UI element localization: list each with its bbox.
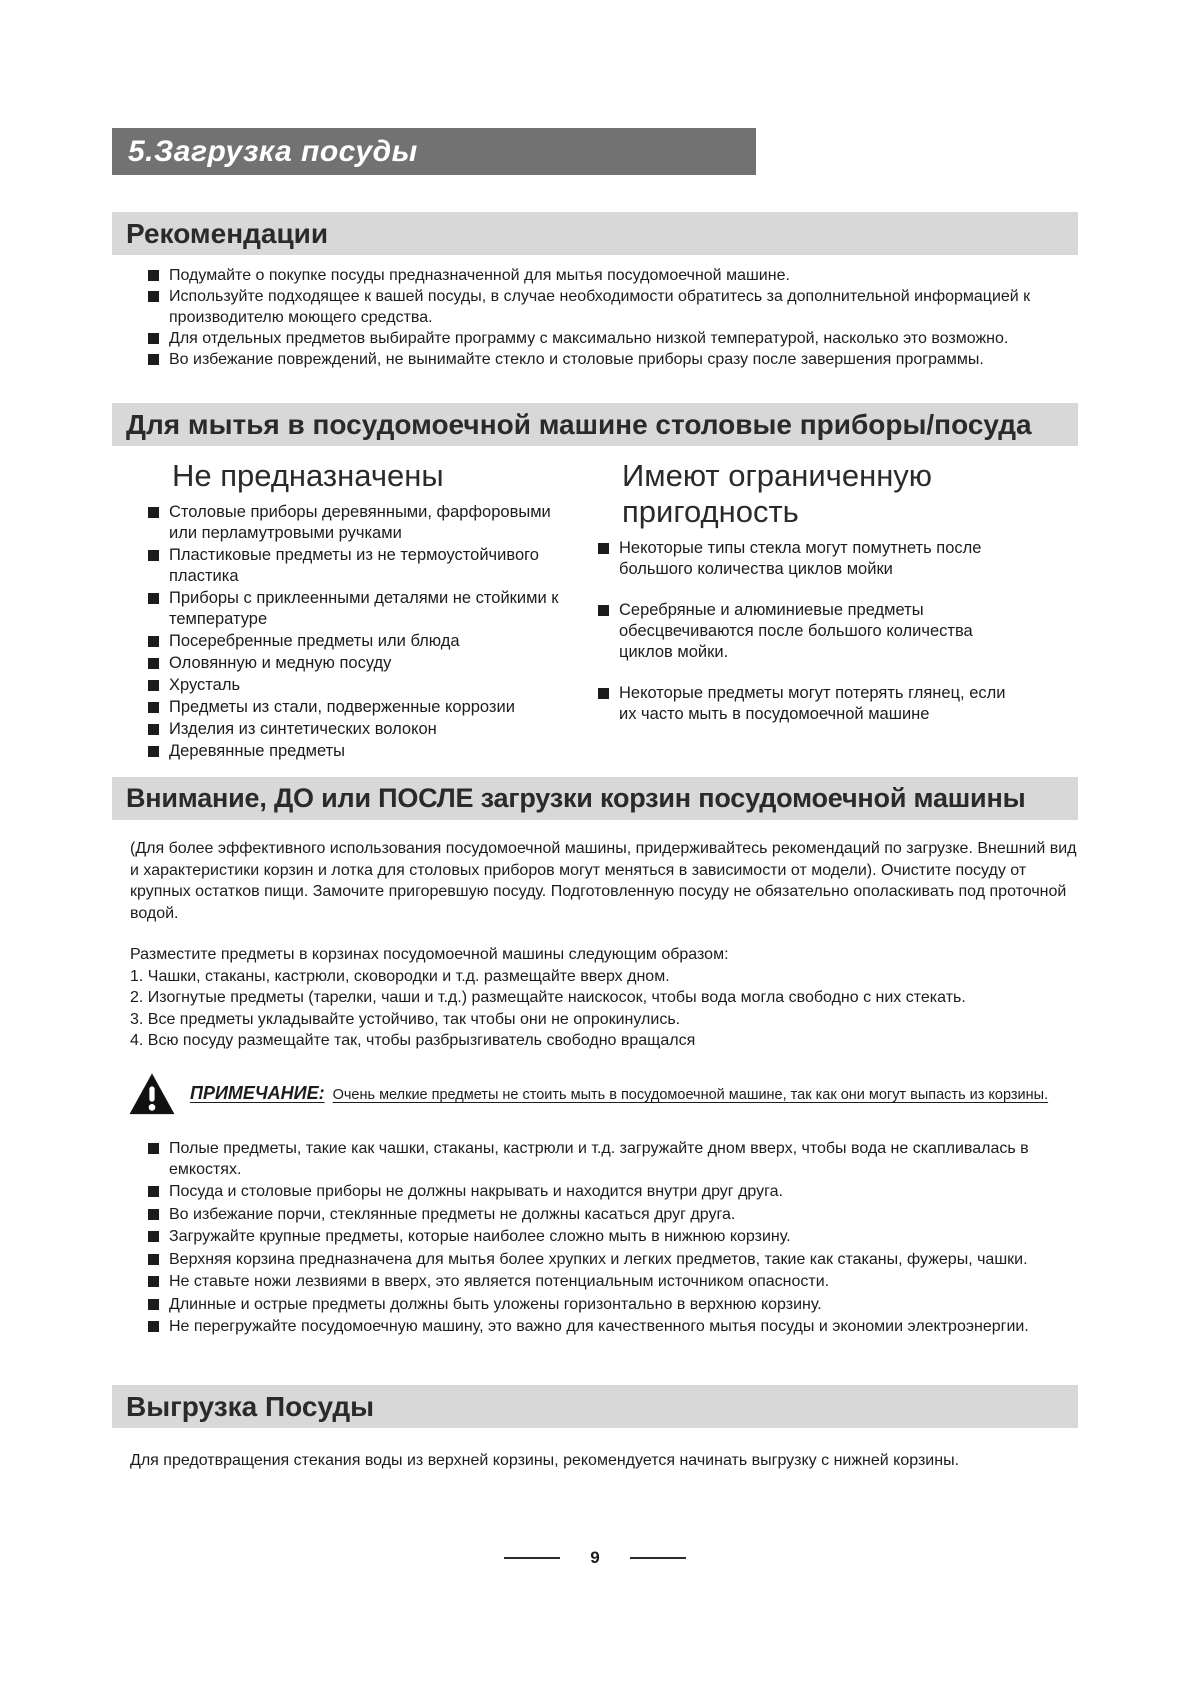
list-item <box>148 545 568 587</box>
list-item-text: Деревянные предметы <box>169 742 346 760</box>
list-item <box>148 265 1088 286</box>
square-bullet-icon <box>148 746 159 757</box>
list-item <box>148 741 568 762</box>
footer-left-rule <box>504 1557 560 1559</box>
square-bullet-icon <box>598 605 609 616</box>
numbered-item: 1. Чашки, стаканы, кастрюли, сковородки и т.д. размещайте вверх дном. <box>130 967 670 985</box>
section-heading-text: Рекомендации <box>126 217 329 249</box>
section-heading-text: Выгрузка Посуды <box>126 1390 375 1422</box>
list-item-text: Используйте подходящее к вашей посуды, в случае необходимости обратитесь за дополнительной информацией к производителю моющего средства. <box>169 288 1031 326</box>
list-item-text: Не перегружайте посудомоечную машину, это важно для качественного мытья посуды и экономии электроэнергии. <box>169 1318 1029 1335</box>
numbered-item: 2. Изогнутые предметы (тарелки, чаши и т.д.) размещайте наискосок, чтобы вода могла свободно с них стекать. <box>130 989 966 1006</box>
square-bullet-icon <box>148 658 159 669</box>
not-suitable-list <box>148 502 568 762</box>
list-item <box>148 1271 1078 1292</box>
square-bullet-icon <box>148 354 159 365</box>
list-item-text: Изделия из синтетических волокон <box>169 720 437 738</box>
square-bullet-icon <box>148 1143 159 1154</box>
note-label: ПРИМЕЧАНИЕ: <box>190 1083 325 1103</box>
square-bullet-icon <box>598 688 609 699</box>
square-bullet-icon <box>148 550 159 561</box>
square-bullet-icon <box>148 680 159 691</box>
list-item <box>148 286 1088 328</box>
square-bullet-icon <box>148 270 159 281</box>
numbered-item: 4. Всю посуду размещайте так, чтобы разбрызгиватель свободно вращался <box>130 1032 696 1049</box>
loading-tips-list <box>148 1138 1078 1338</box>
square-bullet-icon <box>148 1209 159 1220</box>
list-item <box>148 697 568 718</box>
list-item-text: Посуда и столовые приборы не должны накрывать и находится внутри друг друга. <box>169 1183 783 1200</box>
list-item <box>148 502 568 544</box>
section-heading-suitability <box>112 403 1078 446</box>
list-item-text: Серебряные и алюминиевые предметы обесцвечиваются после большого количества циклов мойки. <box>619 601 973 661</box>
note-body: Очень мелкие предметы не стоить мыть в посудомоечной машине, так как они могут выпасть из корзины. <box>332 1087 1049 1103</box>
note-row <box>128 1072 1078 1116</box>
square-bullet-icon <box>148 1254 159 1265</box>
list-item <box>148 719 568 740</box>
attention-intro-paragraph: (Для более эффективного использования посудомоечной машины, придерживайтесь рекомендаций по загрузке. Внешний вид и характеристики корзин и лотка для столовых приборов могут меняться в зависимости от модели). Очистите посуду от крупных остатков пищи. Замочите пригоревшую посуду. Подготовленную посуду не обязательно ополаскивать под проточной водой. <box>130 840 1077 922</box>
list-item-text: Полые предметы, такие как чашки, стаканы, кастрюли и т.д. загружайте дном вверх, чтобы вода не скапливалась в емкостях. <box>169 1139 1029 1178</box>
list-item-text: Столовые приборы деревянными, фарфоровыми или перламутровыми ручками <box>169 503 551 542</box>
footer-right-rule <box>630 1557 686 1559</box>
list-item <box>148 588 568 630</box>
list-item-text: Посеребренные предметы или блюда <box>169 632 460 650</box>
page-footer <box>0 1548 1190 1568</box>
limited-suitability-column <box>598 458 1026 763</box>
placement-instructions <box>130 944 1082 1052</box>
list-item-text: Подумайте о покупке посуды предназначенной для мытья посудомоечной машине. <box>169 267 790 284</box>
numbered-item: 3. Все предметы укладывайте устойчиво, так чтобы они не опрокинулись. <box>130 1010 681 1028</box>
list-item <box>148 1204 1078 1225</box>
placement-intro: Разместите предметы в корзинах посудомоечной машины следующим образом: <box>130 946 729 963</box>
square-bullet-icon <box>148 1321 159 1332</box>
suitability-columns <box>112 458 1078 763</box>
square-bullet-icon <box>148 1276 159 1287</box>
list-item-text: Некоторые типы стекла могут помутнеть после большого количества циклов мойки <box>619 539 982 578</box>
limited-suitability-list <box>598 538 1026 725</box>
page-number: 9 <box>590 1548 600 1567</box>
not-suitable-column <box>148 458 568 763</box>
list-item-text: Для отдельных предметов выбирайте программу с максимально низкой температурой, насколько это возможно. <box>169 330 1009 347</box>
square-bullet-icon <box>148 593 159 604</box>
square-bullet-icon <box>148 507 159 518</box>
square-bullet-icon <box>148 636 159 647</box>
recommendations-list <box>148 265 1088 370</box>
unloading-paragraph: Для предотвращения стекания воды из верхней корзины, рекомендуется начинать выгрузку с нижней корзины. <box>130 1452 960 1469</box>
square-bullet-icon <box>148 1231 159 1242</box>
square-bullet-icon <box>148 724 159 735</box>
list-item <box>148 1181 1078 1202</box>
list-item <box>598 538 1026 580</box>
note-text-line <box>190 1083 1048 1104</box>
list-item-text: Во избежание повреждений, не вынимайте стекло и столовые приборы сразу после завершения программы. <box>169 351 984 368</box>
list-item-text: Пластиковые предметы из не термоустойчивого пластика <box>169 546 539 585</box>
list-item <box>148 675 568 696</box>
list-item <box>148 631 568 652</box>
list-item-text: Некоторые предметы могут потерять глянец, если их часто мыть в посудомоечной машине <box>619 684 1006 723</box>
list-item-text: Длинные и острые предметы должны быть уложены горизонтально в верхнюю корзину. <box>169 1295 822 1313</box>
list-item-text: Оловянную и медную посуду <box>169 654 392 672</box>
placement-numbered-list <box>130 966 1082 1052</box>
chapter-title-bar <box>112 128 756 175</box>
list-item <box>148 1226 1078 1247</box>
section-heading-text: Внимание, ДО или ПОСЛЕ загрузки корзин посудомоечной машины <box>126 783 1026 813</box>
section-heading-unloading <box>112 1385 1078 1428</box>
list-item-text: Хрусталь <box>169 676 241 694</box>
warning-triangle-icon <box>128 1072 176 1116</box>
square-bullet-icon <box>148 333 159 344</box>
list-item-text: Не ставьте ножи лезвиями в вверх, это является потенциальным источником опасности. <box>169 1273 830 1290</box>
square-bullet-icon <box>598 543 609 554</box>
square-bullet-icon <box>148 1299 159 1310</box>
list-item <box>148 328 1088 349</box>
section-heading-text: Для мытья в посудомоечной машине столовые приборы/посуда <box>126 408 1032 440</box>
section-heading-attention <box>112 777 1078 820</box>
list-item <box>148 1138 1078 1180</box>
list-item-text: Предметы из стали, подверженные коррозии <box>169 698 515 716</box>
list-item <box>148 1249 1078 1270</box>
list-item <box>148 653 568 674</box>
list-item-text: Загружайте крупные предметы, которые наиболее сложно мыть в нижнюю корзину. <box>169 1228 791 1245</box>
list-item <box>598 600 1026 663</box>
chapter-title: 5.Загрузка посуды <box>128 134 418 168</box>
list-item-text: Приборы с приклеенными деталями не стойкими к температуре <box>169 589 559 628</box>
square-bullet-icon <box>148 1186 159 1197</box>
list-item-text: Верхняя корзина предназначена для мытья более хрупких и легких предметов, такие как стаканы, фужеры, чашки. <box>169 1250 1028 1268</box>
list-item <box>148 349 1088 370</box>
square-bullet-icon <box>148 291 159 302</box>
list-item <box>148 1294 1078 1315</box>
limited-suitability-heading: Имеют ограниченную пригодность <box>622 458 933 529</box>
list-item-text: Во избежание порчи, стеклянные предметы не должны касаться друг друга. <box>169 1205 736 1223</box>
not-suitable-heading: Не предназначены <box>172 458 444 493</box>
list-item <box>598 683 1026 725</box>
square-bullet-icon <box>148 702 159 713</box>
section-heading-recommendations <box>112 212 1078 255</box>
list-item <box>148 1316 1078 1337</box>
